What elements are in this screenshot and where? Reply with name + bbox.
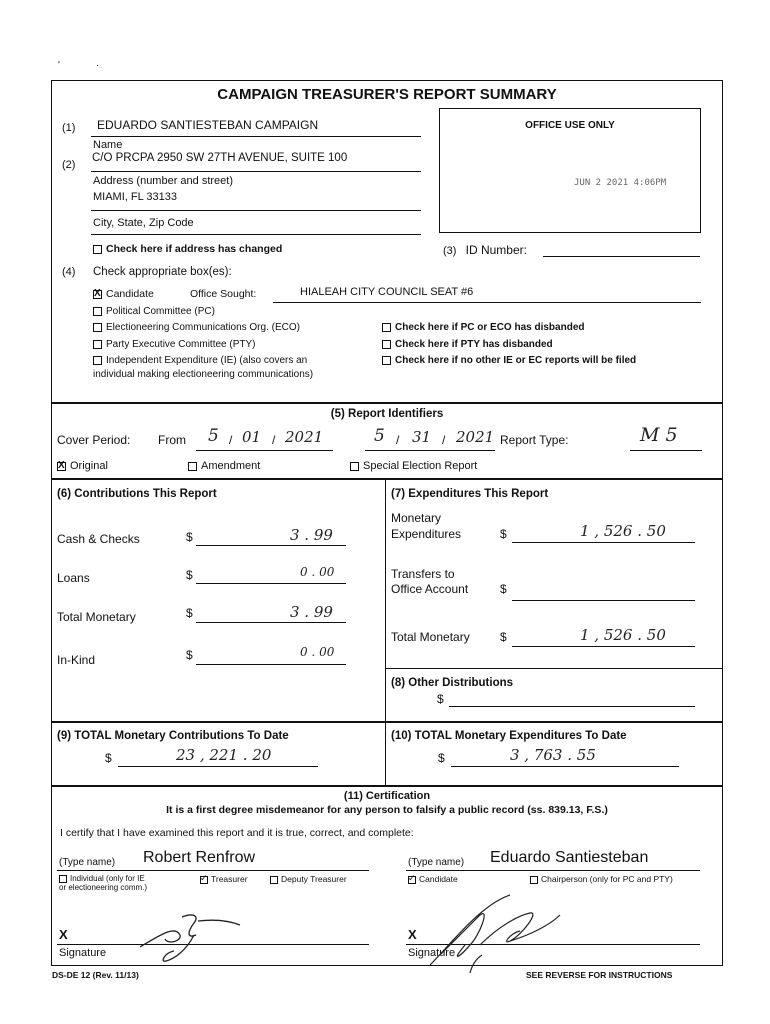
right-type-name-label: (Type name) bbox=[408, 857, 465, 868]
city-label: City, State, Zip Code bbox=[93, 217, 194, 229]
total-exp-dollar: $ bbox=[500, 630, 507, 644]
cash-label: Cash & Checks bbox=[57, 532, 140, 546]
report-type-line bbox=[630, 450, 702, 451]
section10-dollar: $ bbox=[438, 751, 445, 765]
treasurer-option[interactable] bbox=[200, 874, 248, 884]
pty-label: Party Executive Committee (PTY) bbox=[106, 339, 256, 350]
loans-line bbox=[196, 583, 346, 584]
section6-top-line bbox=[51, 478, 723, 480]
right-signature-x: X bbox=[408, 927, 417, 942]
left-signature-image bbox=[120, 895, 270, 965]
section10-title: (10) TOTAL Monetary Expenditures To Date bbox=[391, 730, 627, 742]
section6-title: (6) Contributions This Report bbox=[57, 488, 217, 500]
inkind-label: In-Kind bbox=[57, 653, 96, 667]
left-name-line bbox=[57, 870, 369, 871]
inkind-line bbox=[196, 664, 346, 665]
name-line bbox=[91, 136, 421, 137]
section4-label: Check appropriate box(es): bbox=[93, 266, 232, 278]
total-monetary-contrib-label: Total Monetary bbox=[57, 610, 136, 624]
section2-number: (2) bbox=[62, 159, 76, 171]
form-title: CAMPAIGN TREASURER'S REPORT SUMMARY bbox=[217, 86, 557, 103]
ie-label: Independent Expenditure (IE) (also covers an bbox=[106, 355, 308, 366]
left-signature-x: X bbox=[59, 927, 68, 942]
city-value: MIAMI, FL 33133 bbox=[93, 191, 177, 203]
section8-top-line bbox=[385, 668, 723, 669]
total-contrib-dollar: $ bbox=[186, 606, 193, 620]
from-month: 5 bbox=[208, 426, 219, 446]
report-type-label: Report Type: bbox=[500, 433, 569, 447]
inkind-dollar: $ bbox=[186, 648, 193, 662]
individual-checkbox[interactable] bbox=[59, 875, 67, 883]
original-checkbox[interactable] bbox=[57, 462, 66, 471]
chairperson-checkbox[interactable] bbox=[530, 876, 538, 884]
address-changed-label: Check here if address has changed bbox=[106, 243, 283, 255]
section9-line bbox=[118, 766, 318, 767]
no-other-option[interactable] bbox=[382, 355, 636, 366]
monetary-exp-label-1: Monetary bbox=[391, 511, 442, 525]
ie-option[interactable] bbox=[93, 355, 307, 366]
to-year: 2021 bbox=[456, 428, 495, 446]
left-signature-label: Signature bbox=[59, 947, 107, 959]
pc-label: Political Committee (PC) bbox=[106, 306, 215, 317]
slash: / bbox=[272, 433, 276, 447]
received-stamp: JUN 2 2021 4:06PM bbox=[574, 178, 667, 188]
no-other-checkbox[interactable] bbox=[382, 356, 391, 365]
slash: / bbox=[229, 433, 233, 447]
other-dist-line[interactable] bbox=[449, 706, 695, 707]
individual-label-line2: or electioneering comm.) bbox=[59, 883, 148, 892]
total-monetary-contrib-value: 3 . 99 bbox=[290, 603, 333, 621]
section9-title: (9) TOTAL Monetary Contributions To Date bbox=[57, 730, 289, 742]
total-monetary-exp-label: Total Monetary bbox=[391, 630, 470, 644]
section5-top-line bbox=[51, 402, 723, 404]
section8-title: (8) Other Distributions bbox=[391, 677, 514, 689]
treasurer-label: Treasurer bbox=[211, 874, 248, 884]
section7-title: (7) Expenditures This Report bbox=[391, 488, 549, 500]
name-value: EDUARDO SANTIESTEBAN CAMPAIGN bbox=[97, 118, 319, 132]
cash-dollar: $ bbox=[186, 530, 193, 544]
section9-dollar: $ bbox=[105, 751, 112, 765]
transfers-dollar: $ bbox=[500, 582, 507, 596]
candidate-cert-label: Candidate bbox=[419, 874, 458, 884]
id-number-label bbox=[443, 243, 527, 257]
cash-value: 3 . 99 bbox=[290, 526, 333, 544]
id-number-field[interactable] bbox=[543, 256, 700, 257]
from-line bbox=[196, 450, 333, 451]
to-day: 31 bbox=[412, 428, 432, 446]
from-label: From bbox=[158, 433, 186, 447]
special-election-label: Special Election Report bbox=[363, 460, 478, 472]
pty-checkbox[interactable] bbox=[93, 340, 102, 349]
candidate-cert-option[interactable] bbox=[408, 874, 458, 884]
cash-line bbox=[196, 545, 346, 546]
section10-value: 3 , 763 . 55 bbox=[510, 746, 596, 764]
pty-disbanded-checkbox[interactable] bbox=[382, 340, 391, 349]
left-type-name-value: Robert Renfrow bbox=[143, 849, 256, 866]
report-type-value: M 5 bbox=[640, 424, 678, 446]
section1-number: (1) bbox=[62, 122, 76, 134]
slash: / bbox=[442, 433, 446, 447]
section9-value: 23 , 221 . 20 bbox=[176, 746, 272, 764]
office-sought-label: Office Sought: bbox=[190, 288, 257, 300]
left-type-name-label: (Type name) bbox=[59, 857, 116, 868]
right-signature-label: Signature bbox=[408, 947, 456, 959]
eco-checkbox[interactable] bbox=[93, 323, 102, 332]
monetary-exp-value: 1 , 526 . 50 bbox=[580, 522, 666, 540]
transfers-label-2: Office Account bbox=[391, 582, 469, 596]
chairperson-label: Chairperson (only for PC and PTY) bbox=[541, 874, 673, 884]
section5-title: (5) Report Identifiers bbox=[330, 408, 444, 420]
id-label: ID Number: bbox=[465, 243, 527, 257]
transfers-label-1: Transfers to bbox=[391, 567, 455, 581]
city-line bbox=[91, 210, 421, 211]
monetary-exp-dollar: $ bbox=[500, 527, 507, 541]
special-election-checkbox[interactable] bbox=[350, 462, 359, 471]
loans-value: 0 . 00 bbox=[300, 565, 335, 579]
pc-disbanded-checkbox[interactable] bbox=[382, 323, 391, 332]
pc-disbanded-option[interactable] bbox=[382, 322, 585, 333]
stray-mark: · bbox=[96, 60, 100, 71]
original-option[interactable] bbox=[57, 460, 108, 472]
section10-line bbox=[451, 766, 679, 767]
individual-label: Individual (only for IE bbox=[70, 874, 145, 883]
pc-disbanded-label: Check here if PC or ECO has disbanded bbox=[395, 322, 585, 333]
address-changed-checkbox[interactable] bbox=[93, 243, 282, 255]
name-label: Name bbox=[93, 139, 123, 151]
monetary-exp-line bbox=[512, 542, 695, 543]
form-number: DS-DE 12 (Rev. 11/13) bbox=[52, 970, 139, 980]
monetary-exp-label-2: Expenditures bbox=[391, 527, 462, 541]
special-election-option[interactable] bbox=[350, 460, 477, 472]
deputy-option[interactable] bbox=[270, 874, 347, 884]
from-year: 2021 bbox=[285, 428, 324, 446]
loans-label: Loans bbox=[57, 571, 90, 585]
no-other-label: Check here if no other IE or EC reports will be filed bbox=[395, 355, 637, 366]
candidate-option[interactable] bbox=[93, 288, 154, 300]
slash: / bbox=[396, 433, 400, 447]
city-bottom-line bbox=[91, 234, 421, 235]
chairperson-option[interactable] bbox=[530, 874, 673, 884]
pty-disbanded-option[interactable] bbox=[382, 339, 553, 350]
pty-option[interactable] bbox=[93, 339, 255, 350]
office-use-title: OFFICE USE ONLY bbox=[525, 120, 615, 131]
original-label: Original bbox=[70, 460, 108, 472]
see-reverse: SEE REVERSE FOR INSTRUCTIONS bbox=[526, 970, 673, 980]
other-dist-dollar: $ bbox=[437, 692, 444, 706]
address-label: Address (number and street) bbox=[93, 175, 234, 187]
inkind-value: 0 . 00 bbox=[300, 645, 335, 659]
right-name-line bbox=[406, 870, 700, 871]
candidate-checkbox[interactable] bbox=[93, 290, 102, 299]
pc-checkbox[interactable] bbox=[93, 307, 102, 316]
address-changed-box[interactable] bbox=[93, 245, 102, 254]
office-sought-value: HIALEAH CITY COUNCIL SEAT #6 bbox=[300, 286, 474, 298]
address-line bbox=[91, 171, 421, 172]
total-contrib-line bbox=[196, 622, 346, 623]
transfers-line[interactable] bbox=[512, 600, 695, 601]
right-type-name-value: Eduardo Santiesteban bbox=[490, 849, 649, 866]
section3-number: (3) bbox=[443, 245, 457, 257]
section11-top-line bbox=[51, 785, 723, 787]
section11-title: (11) Certification bbox=[343, 790, 431, 802]
individual-option[interactable] bbox=[59, 874, 145, 883]
cover-period-label: Cover Period: bbox=[57, 433, 131, 447]
total-monetary-exp-value: 1 , 526 . 50 bbox=[580, 626, 666, 644]
column-divider bbox=[385, 479, 386, 785]
amendment-label: Amendment bbox=[201, 460, 261, 472]
candidate-label: Candidate bbox=[106, 288, 154, 300]
ie-checkbox[interactable] bbox=[93, 356, 102, 365]
right-signature-image bbox=[410, 885, 610, 975]
misdemeanor-warning: It is a first degree misdemeanor for any person to falsify a public record (ss. 839.13, F.S.) bbox=[166, 804, 608, 816]
treasurer-checkbox[interactable] bbox=[200, 876, 208, 884]
stray-mark: ' bbox=[58, 60, 60, 71]
section4-number: (4) bbox=[62, 266, 76, 278]
total-exp-line bbox=[512, 646, 695, 647]
from-day: 01 bbox=[242, 428, 262, 446]
pty-disbanded-label: Check here if PTY has disbanded bbox=[395, 339, 553, 350]
to-line bbox=[365, 450, 495, 451]
ie-label-line2: individual making electioneering communications) bbox=[93, 369, 314, 380]
section9-top-line bbox=[51, 721, 723, 723]
deputy-label: Deputy Treasurer bbox=[281, 874, 347, 884]
address-value: C/O PRCPA 2950 SW 27TH AVENUE, SUITE 100 bbox=[92, 152, 348, 164]
deputy-checkbox[interactable] bbox=[270, 876, 278, 884]
eco-label: Electioneering Communications Org. (ECO) bbox=[106, 322, 300, 333]
amendment-checkbox[interactable] bbox=[188, 462, 197, 471]
pc-option[interactable] bbox=[93, 306, 215, 317]
loans-dollar: $ bbox=[186, 568, 193, 582]
eco-option[interactable] bbox=[93, 322, 300, 333]
certify-statement: I certify that I have examined this report and it is true, correct, and complete: bbox=[60, 827, 414, 839]
to-month: 5 bbox=[374, 426, 385, 446]
candidate-cert-checkbox[interactable] bbox=[408, 876, 416, 884]
amendment-option[interactable] bbox=[188, 460, 260, 472]
office-sought-line bbox=[273, 302, 701, 303]
